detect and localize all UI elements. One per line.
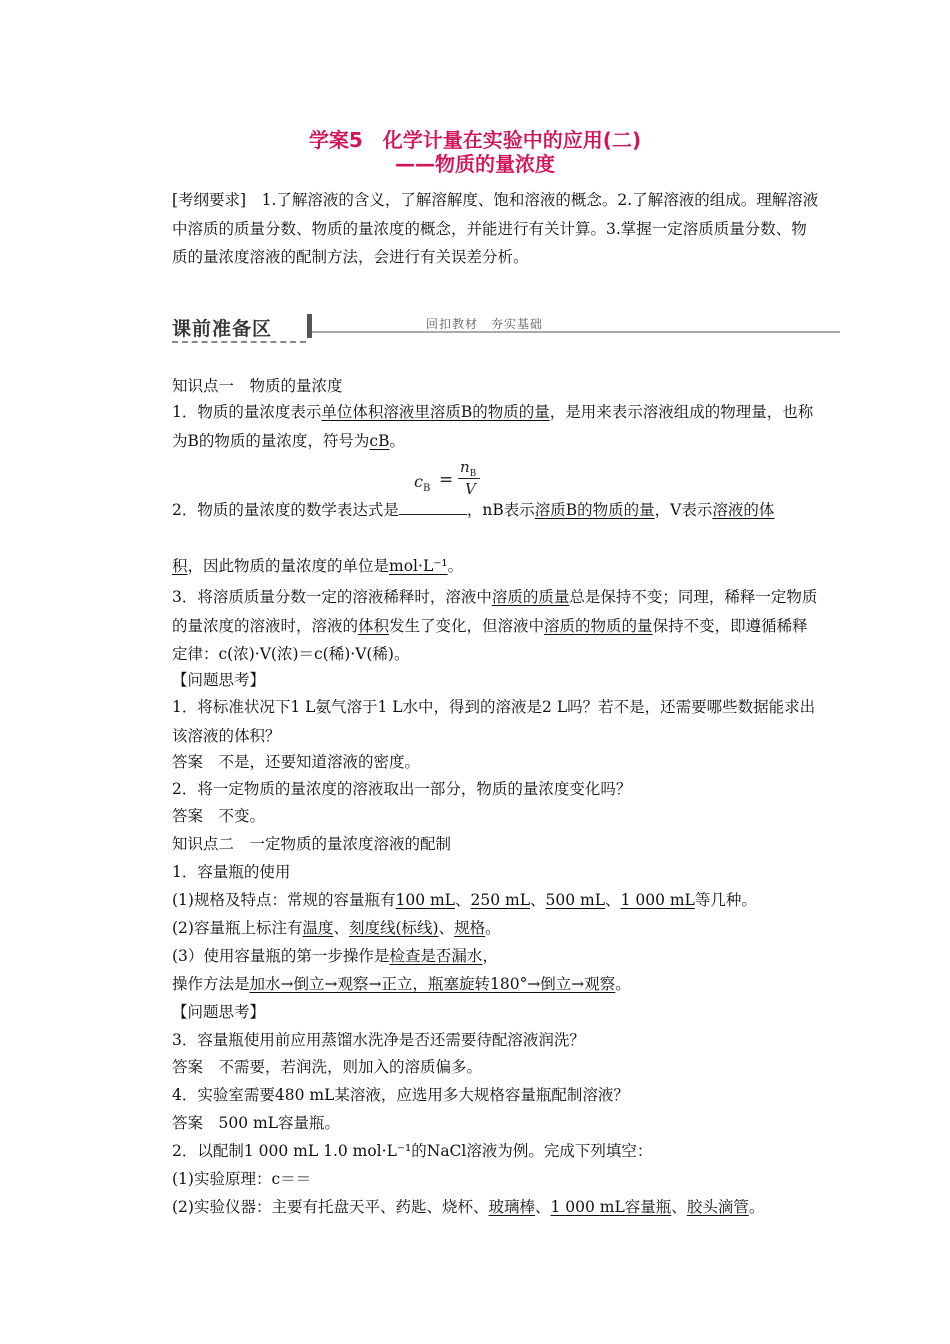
section-header-bar xyxy=(307,314,312,338)
text: 、 xyxy=(671,1198,687,1216)
section-header-title: 课前准备区 xyxy=(172,318,273,340)
question-3: 3．容量瓶使用前应用蒸馏水洗净是否还需要待配溶液润洗？ xyxy=(172,1031,585,1049)
text: 1．物质的量浓度表示 xyxy=(172,403,322,421)
text: 3．将溶质质量分数一定的溶液稀释时，溶液中 xyxy=(172,588,492,606)
answer-underline: mol·L⁻¹ xyxy=(389,557,448,575)
answer-underline: cB xyxy=(369,431,390,450)
k2-s2: 2．以配制1 000 mL 1.0 mol·L⁻¹的NaCl溶液为例。完成下列填空： xyxy=(172,1142,653,1160)
k2-s1-1 xyxy=(172,890,832,910)
answer-underline: 溶质的质量 xyxy=(491,588,570,606)
text: ，是用来表示溶液组成的物理量，也称为B的物质的量浓度，符号为 xyxy=(172,403,814,450)
answer-underline: 规格 xyxy=(454,919,486,937)
text: 、 xyxy=(530,891,546,909)
text: 。 xyxy=(615,975,631,993)
text: ，V表示 xyxy=(654,501,713,519)
answer-underline: 500 mL xyxy=(545,891,606,909)
k1-heading: 知识点一 物质的量浓度 xyxy=(172,377,343,395)
answer-underline: 温度 xyxy=(302,919,334,937)
formula-equals: = xyxy=(439,470,454,490)
text: (2)容量瓶上标注有 xyxy=(172,919,303,937)
formula-blank xyxy=(399,500,467,515)
answer-underline: 1 000 mL容量瓶 xyxy=(550,1198,672,1216)
section-header-rule xyxy=(312,331,840,333)
text: 、 xyxy=(534,1198,551,1216)
text: 总是保持不变；同理，稀释一定物质的量浓度的溶液时，溶液的 xyxy=(172,588,818,635)
section-header-dash xyxy=(172,341,306,343)
text: 发生了变化，但溶液中 xyxy=(389,616,545,635)
answer-1: 答案 不是，还要知道溶液的密度。 xyxy=(172,753,421,771)
text: 保持不变，即遵循稀释定律：c(浓)·V(浓)＝c(稀)·V(稀)。 xyxy=(172,616,808,663)
text: 、 xyxy=(438,919,455,937)
section-header-subtitle: 回扣教材 夯实基础 xyxy=(426,317,544,331)
k2-s1-3 xyxy=(172,946,832,966)
formula-bar xyxy=(458,478,480,479)
answer-underline: 1 000 mL xyxy=(620,891,695,909)
q2-heading: 【问题思考】 xyxy=(172,1003,266,1021)
text: 、 xyxy=(454,891,471,909)
answer-underline: 刻度线(标线) xyxy=(349,919,439,937)
text: ，nB表示 xyxy=(466,501,535,519)
k1-p2-line1 xyxy=(172,500,832,520)
text: 。 xyxy=(389,431,405,450)
question-4: 4．实验室需要480 mL某溶液，应选用多大规格容量瓶配制溶液？ xyxy=(172,1086,629,1104)
answer-underline: 溶液的体 xyxy=(712,501,775,519)
requirements-text: 1.了解溶液的含义，了解溶解度、饱和溶液的概念。2.了解溶液的组成。理解溶液中溶质的质量分数、物质的量浓度的概念，并能进行有关计算。3.掌握一定溶质质量分数、物质的量浓度溶液的配制方法，会进行有关误差分析。 xyxy=(172,191,819,266)
formula-denominator: V xyxy=(465,480,476,498)
text: ，因此物质的量浓度的单位是 xyxy=(187,557,390,575)
answer-underline: 溶质B的物质的量 xyxy=(534,501,655,519)
answer-underline: 体积 xyxy=(358,616,390,635)
text: (3）使用容量瓶的第一步操作是 xyxy=(172,947,390,965)
text: 等几种。 xyxy=(694,891,757,909)
text: ， xyxy=(482,947,498,965)
answer-underline: 溶质的物质的量 xyxy=(544,616,653,635)
k2-s2-1: (1)实验原理：c＝＝ xyxy=(172,1170,312,1188)
k2-s1-2 xyxy=(172,918,832,938)
answer-underline: 玻璃棒 xyxy=(488,1198,535,1216)
title-line-1: 学案5 化学计量在实验中的应用(二) xyxy=(308,128,642,152)
k2-s1: 1．容量瓶的使用 xyxy=(172,863,291,881)
answer-2: 答案 不变。 xyxy=(172,807,266,825)
text: 操作方法是 xyxy=(172,975,250,993)
text: 2．物质的量浓度的数学表达式是 xyxy=(172,501,399,519)
question-1: 1．将标准状况下1 L氨气溶于1 L水中，得到的溶液是2 L吗？若不是，还需要哪些数据能求出该溶液的体积？ xyxy=(172,698,816,745)
text: 。 xyxy=(485,919,501,937)
answer-4: 答案 500 mL容量瓶。 xyxy=(172,1114,341,1132)
answer-underline: 250 mL xyxy=(470,891,531,909)
answer-underline: 加水→倒立→观察→正立，瓶塞旋转180°→倒立→观察 xyxy=(249,975,616,993)
answer-underline: 胶头滴管 xyxy=(686,1198,749,1216)
answer-3: 答案 不需要，若润洗，则加入的溶质偏多。 xyxy=(172,1058,483,1076)
answer-underline: 100 mL xyxy=(395,891,455,909)
question-2: 2．将一定物质的量浓度的溶液取出一部分，物质的量浓度变化吗？ xyxy=(172,780,632,798)
title-line-2: ——物质的量浓度 xyxy=(395,152,555,176)
section-header xyxy=(172,312,840,342)
k1-p3 xyxy=(172,583,822,669)
text: 。 xyxy=(447,557,464,575)
text: 、 xyxy=(333,919,349,937)
requirements-paragraph xyxy=(172,186,822,272)
text: (2)实验仪器：主要有托盘天平、药匙、烧杯、 xyxy=(172,1198,489,1216)
text: 、 xyxy=(605,891,621,909)
k2-heading: 知识点二 一定物质的量浓度溶液的配制 xyxy=(172,835,452,853)
answer-underline: 单位体积溶液里溶质B的物质的量 xyxy=(321,403,550,421)
formula-numerator: $n_B$ xyxy=(460,458,477,479)
q1-heading: 【问题思考】 xyxy=(172,671,266,689)
k1-p1 xyxy=(172,398,822,455)
requirements-label: [考纲要求] xyxy=(172,191,247,209)
text: (1)规格及特点：常规的容量瓶有 xyxy=(172,891,396,909)
answer-underline: 积 xyxy=(172,557,188,575)
concentration-formula xyxy=(412,456,482,506)
k2-s2-2 xyxy=(172,1197,832,1217)
text: 。 xyxy=(748,1198,765,1216)
k2-s1-4 xyxy=(172,974,832,994)
answer-underline: 检查是否漏水 xyxy=(389,947,483,965)
formula-lhs: $c_B$ xyxy=(414,472,431,495)
